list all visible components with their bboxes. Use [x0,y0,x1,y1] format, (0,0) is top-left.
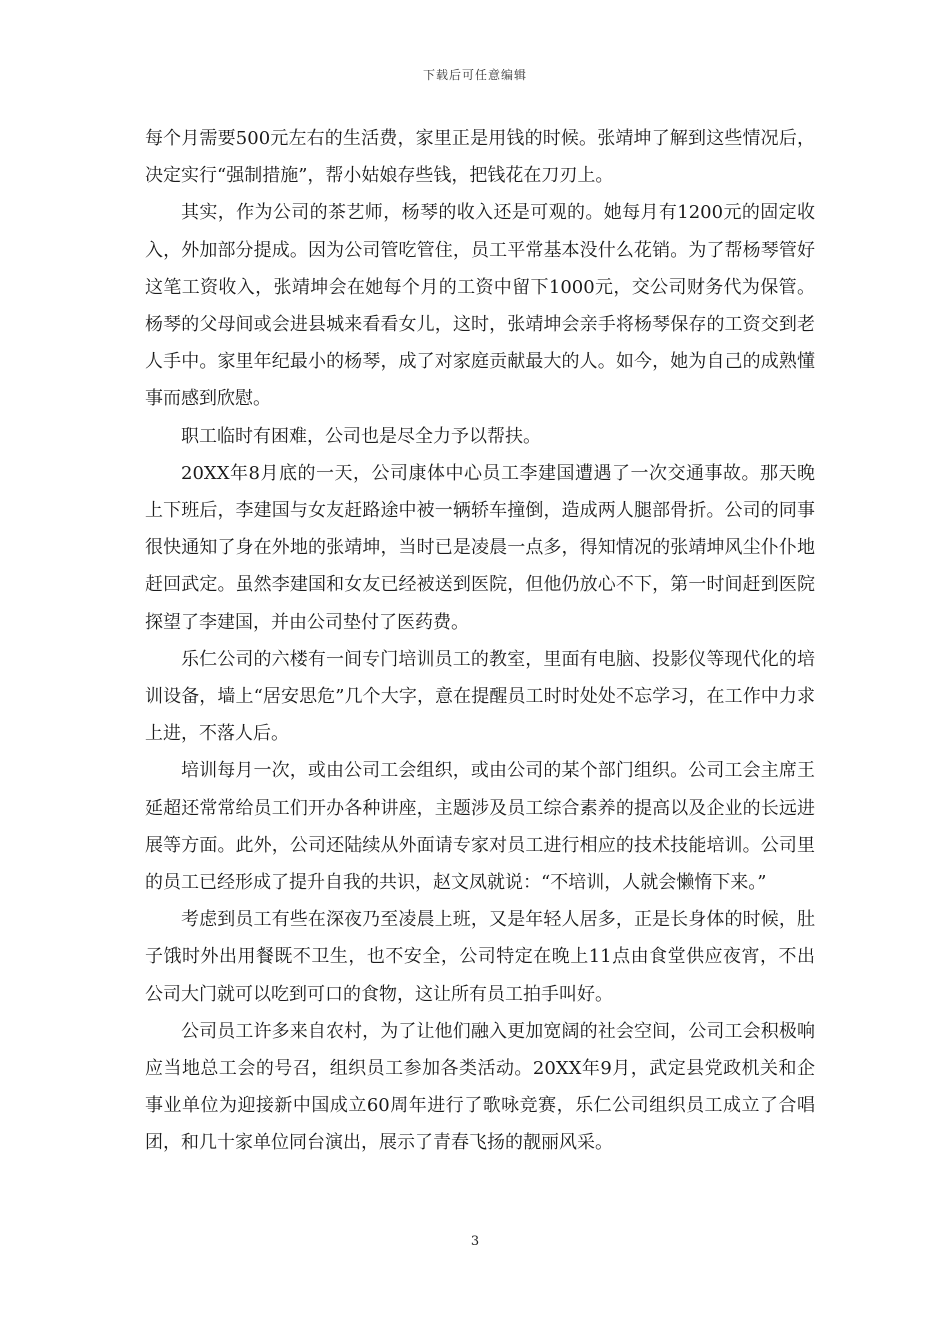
document-body [145,120,815,1162]
paragraph: 考虑到员工有些在深夜乃至凌晨上班，又是年轻人居多，正是长身体的时候，肚子饿时外出用餐既不卫生，也不安全，公司特定在晚上11点由食堂供应夜宵，不出公司大门就可以吃到可口的食物，这让所有员工拍手叫好。 [145,909,815,1005]
paragraph: 公司员工许多来自农村，为了让他们融入更加宽阔的社会空间，公司工会积极响应当地总工会的号召，组织员工参加各类活动。20XX年9月，武定县党政机关和企事业单位为迎接新中国成立60周年进行了歌咏竞赛，乐仁公司组织员工成立了合唱团，和几十家单位同台演出，展示了青春飞扬的靓丽风采。 [145,1020,815,1154]
paragraph: 职工临时有困难，公司也是尽全力予以帮扶。 [181,425,541,447]
paragraph: 其实，作为公司的茶艺师，杨琴的收入还是可观的。她每月有1200元的固定收入，外加部分提成。因为公司管吃管住，员工平常基本没什么花销。为了帮杨琴管好这笔工资收入，张靖坤会在她每个月的工资中留下1000元，交公司财务代为保管。杨琴的父母间或会进县城来看看女儿，这时，张靖坤会亲手将杨琴保存的工资交到老人手中。家里年纪最小的杨琴，成了对家庭贡献最大的人。如今，她为自己的成熟懂事而感到欣慰。 [145,202,815,410]
paragraph: 20XX年8月底的一天，公司康体中心员工李建国遭遇了一次交通事故。那天晚上下班后，李建国与女友赶路途中被一辆轿车撞倒，造成两人腿部骨折。公司的同事很快通知了身在外地的张靖坤，当时已是凌晨一点多，得知情况的张靖坤风尘仆仆地赶回武定。虽然李建国和女友已经被送到医院，但他仍放心不下，第一时间赶到医院探望了李建国，并由公司垫付了医药费。 [145,462,815,633]
page-number: 3 [470,1234,480,1249]
paragraph-continued: 每个月需要500元左右的生活费，家里正是用钱的时候。张靖坤了解到这些情况后，决定实行“强制措施”，帮小姑娘存些钱，把钱花在刀刃上。 [145,128,815,187]
paragraph: 乐仁公司的六楼有一间专门培训员工的教室，里面有电脑、投影仪等现代化的培训设备，墙上“居安思危”几个大字，意在提醒员工时时处处不忘学习，在工作中力求上进，不落人后。 [145,648,815,745]
paragraph: 培训每月一次，或由公司工会组织，或由公司的某个部门组织。公司工会主席王延超还常常给员工们开办各种讲座，主题涉及员工综合素养的提高以及企业的长远进展等方面。此外，公司还陆续从外面请专家对员工进行相应的技术技能培训。公司里的员工已经形成了提升自我的共识，赵文凤就说：“不培训，人就会懒惰下来。” [145,760,815,894]
page-header: 下载后可任意编辑 [422,68,527,82]
